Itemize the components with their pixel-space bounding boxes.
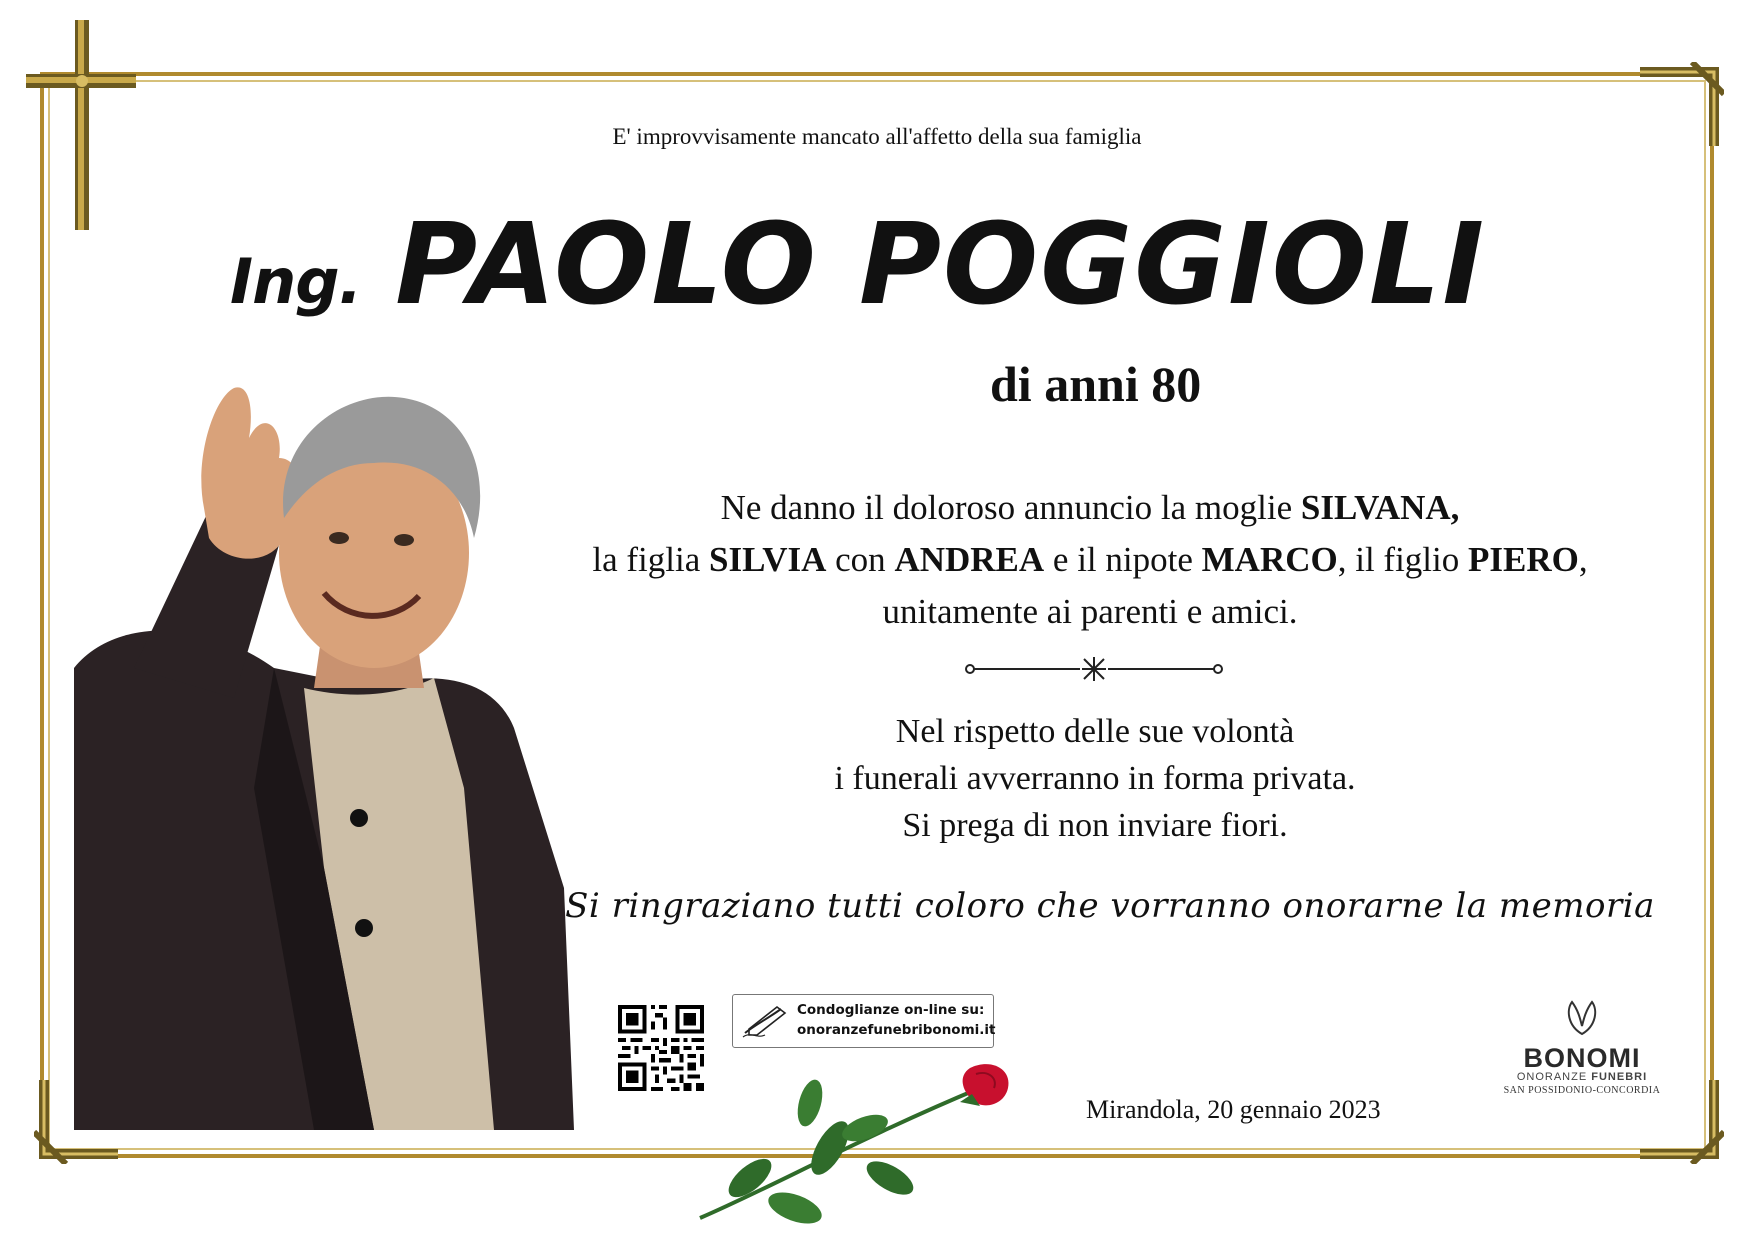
- announcement-line-1: [510, 482, 1670, 534]
- wishes-text: [780, 708, 1410, 849]
- logo-place: SAN POSSIDONIO-CONCORDIA: [1503, 1085, 1661, 1096]
- logo-subtitle-a: ONORANZE: [1516, 1071, 1592, 1083]
- logo-subtitle-b: FUNEBRI: [1591, 1071, 1648, 1083]
- announce-text: , il figlio: [1337, 540, 1469, 579]
- announce-text: e il nipote: [1044, 540, 1202, 579]
- condolences-link[interactable]: [732, 994, 994, 1048]
- logo-mark-icon: [1562, 1000, 1602, 1036]
- thanks-text: Si ringraziano tutti coloro che vorranno onorarne la memoria: [565, 886, 1655, 926]
- announce-text: Ne danno il doloroso annuncio la moglie: [720, 488, 1301, 527]
- portrait-photo: [74, 368, 574, 1130]
- age-text: di anni 80: [990, 356, 1202, 412]
- pen-icon: [741, 1005, 787, 1039]
- wishes-line-2: i funerali avverranno in forma privata.: [834, 760, 1356, 797]
- logo-brand: BONOMI: [1523, 1043, 1641, 1073]
- condolences-label: Condoglianze on-line su:: [797, 1002, 985, 1018]
- condolences-url[interactable]: onoranzefunebribonomi.it: [797, 1022, 996, 1038]
- announce-name-son-in-law: ANDREA: [894, 540, 1045, 579]
- announce-name-son: PIERO: [1468, 540, 1579, 579]
- title-prefix: Ing.: [230, 245, 362, 318]
- announce-text: la figlia: [592, 540, 709, 579]
- announcement-line-2: [510, 534, 1670, 586]
- deceased-name: PAOLO POGGIOLI: [395, 200, 1487, 330]
- announce-text: ,: [1578, 540, 1588, 579]
- announcement-line-3: unitamente ai parenti e amici.: [882, 592, 1298, 631]
- name-heading: [230, 200, 1630, 340]
- intro-text: E' improvvisamente mancato all'affetto della sua famiglia: [612, 124, 1142, 149]
- funeral-home-logo: [1482, 1000, 1682, 1096]
- logo-subtitle: [1482, 1071, 1682, 1083]
- wishes-line-3: Si prega di non inviare fiori.: [902, 807, 1288, 844]
- wishes-line-1: Nel rispetto delle sue volontà: [895, 713, 1295, 750]
- divider-ornament-icon: [962, 656, 1226, 682]
- place-date: Mirandola, 20 gennaio 2023: [1086, 1095, 1381, 1124]
- announce-name-grandson: MARCO: [1201, 540, 1338, 579]
- announce-text: con: [826, 540, 895, 579]
- rose-icon: [690, 1058, 1020, 1238]
- announcement: [510, 482, 1670, 638]
- announce-name-daughter: SILVIA: [709, 540, 827, 579]
- announce-name-wife: SILVANA,: [1300, 488, 1460, 527]
